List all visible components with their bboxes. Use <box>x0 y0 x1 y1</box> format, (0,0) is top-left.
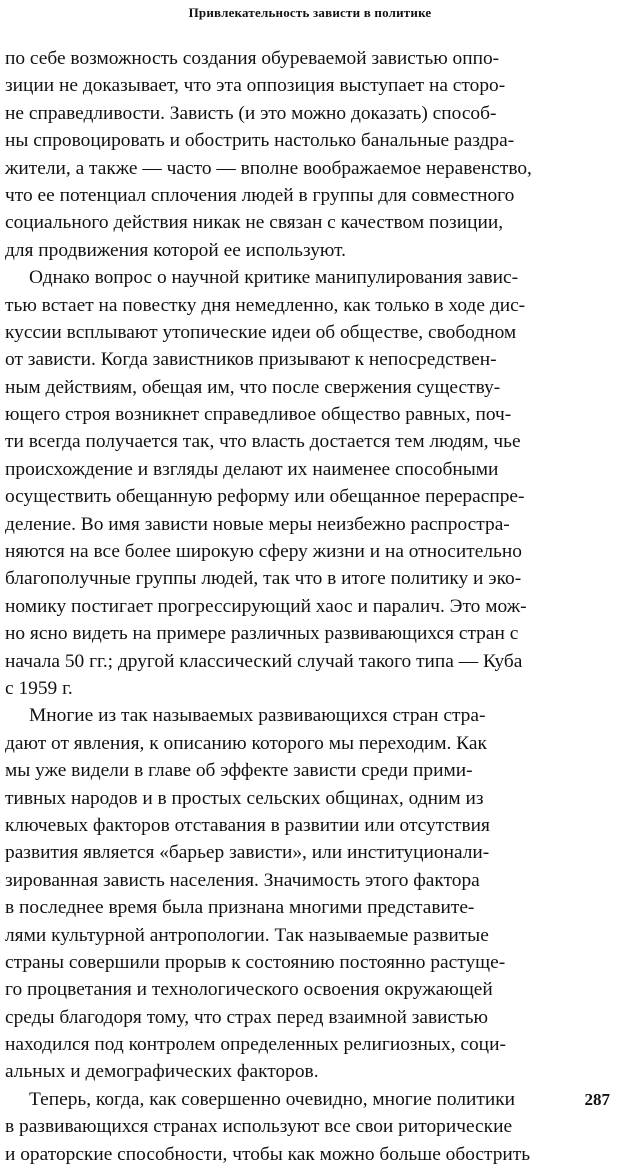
text-line: тью встает на повестку дня немедленно, как только в ходе дис- <box>5 294 526 316</box>
text-line: благополучные группы людей, так что в итоге политику и эко- <box>5 568 522 590</box>
text-line: альных и демографических факторов. <box>5 1061 319 1083</box>
text-line: в последнее время была признана многими представите- <box>5 897 475 919</box>
text-line: номику постигает прогрессирующий хаос и паралич. Это мож- <box>5 595 527 617</box>
text-line: няются на все более широкую сферу жизни и на относительно <box>5 541 522 563</box>
text-line: Многие из так называемых развивающихся стран стра- <box>29 705 486 727</box>
text-line: ти всегда получается так, что власть достается тем людям, чье <box>5 431 521 453</box>
body-text <box>5 45 612 1168</box>
text-line: начала 50 гг.; другой классический случай такого типа — Куба <box>5 650 523 672</box>
text-line: для продвижения которой ее используют. <box>5 239 347 261</box>
text-line: куссии всплывают утопические идеи об обществе, свободном <box>5 321 517 343</box>
text-line: происхождение и взгляды делают их наименее способными <box>5 458 499 480</box>
text-line: ным действиям, обещая им, что после свержения существу- <box>5 376 501 398</box>
text-line: ющего строя возникнет справедливое общество равных, поч- <box>5 404 512 426</box>
text-line: мы уже видели в главе об эффекте зависти среди прими- <box>5 760 473 782</box>
text-line: страны совершили прорыв к состоянию постоянно растуще- <box>5 951 506 973</box>
text-line: социального действия никак не связан с качеством позиции, <box>5 212 504 234</box>
text-line: деление. Во имя зависти новые меры неизбежно распростра- <box>5 513 510 535</box>
text-line: осуществить обещанную реформу или обещанное перераспре- <box>5 486 525 508</box>
text-line: среды благодоря тому, что страх перед взаимной завистью <box>5 1006 488 1028</box>
text-line: но ясно видеть на примере различных развивающихся стран с <box>5 623 519 645</box>
page-number: 287 <box>584 1090 610 1109</box>
text-line: находился под контролем определенных религиозных, соци- <box>5 1034 506 1056</box>
text-line: не справедливости. Зависть (и это можно доказать) способ- <box>5 102 497 124</box>
text-line: от зависти. Когда завистников призывают к непосредствен- <box>5 349 497 371</box>
text-line: по себе возможность создания обуреваемой завистью оппо- <box>5 48 500 69</box>
text-line: жители, а также — часто — вполне воображаемое неравенство, <box>5 157 532 179</box>
text-line: тивных народов и в простых сельских общинах, одним из <box>5 787 484 809</box>
text-line: го процветания и технологического освоения окружающей <box>5 979 493 1001</box>
text-line: ны спровоцировать и обострить настолько банальные раздра- <box>5 130 515 152</box>
text-line: зированная зависть населения. Значимость этого фактора <box>5 869 480 891</box>
running-title: Привлекательность зависти в политике <box>188 5 432 20</box>
text-line: Теперь, когда, как совершенно очевидно, многие политики <box>29 1088 516 1110</box>
text-line: дают от явления, к описанию которого мы переходим. Как <box>5 732 487 754</box>
text-line: лями культурной антропологии. Так называемые развитые <box>5 924 489 946</box>
text-line: и ораторские способности, чтобы как можно больше обострить <box>5 1143 531 1165</box>
text-line: в развивающихся странах используют все свои риторические <box>5 1116 513 1138</box>
text-line: с 1959 г. <box>5 677 73 699</box>
text-line: Однако вопрос о научной критике манипулирования завис- <box>29 267 519 289</box>
text-line: ключевых факторов отставания в развитии или отсутствия <box>5 814 490 836</box>
text-line: что ее потенциал сплочения людей в группы для совместного <box>5 184 515 206</box>
text-line: развития является «барьер зависти», или институционали- <box>5 842 490 864</box>
text-line: зиции не доказывает, что эта оппозиция выступает на сторо- <box>5 75 506 97</box>
